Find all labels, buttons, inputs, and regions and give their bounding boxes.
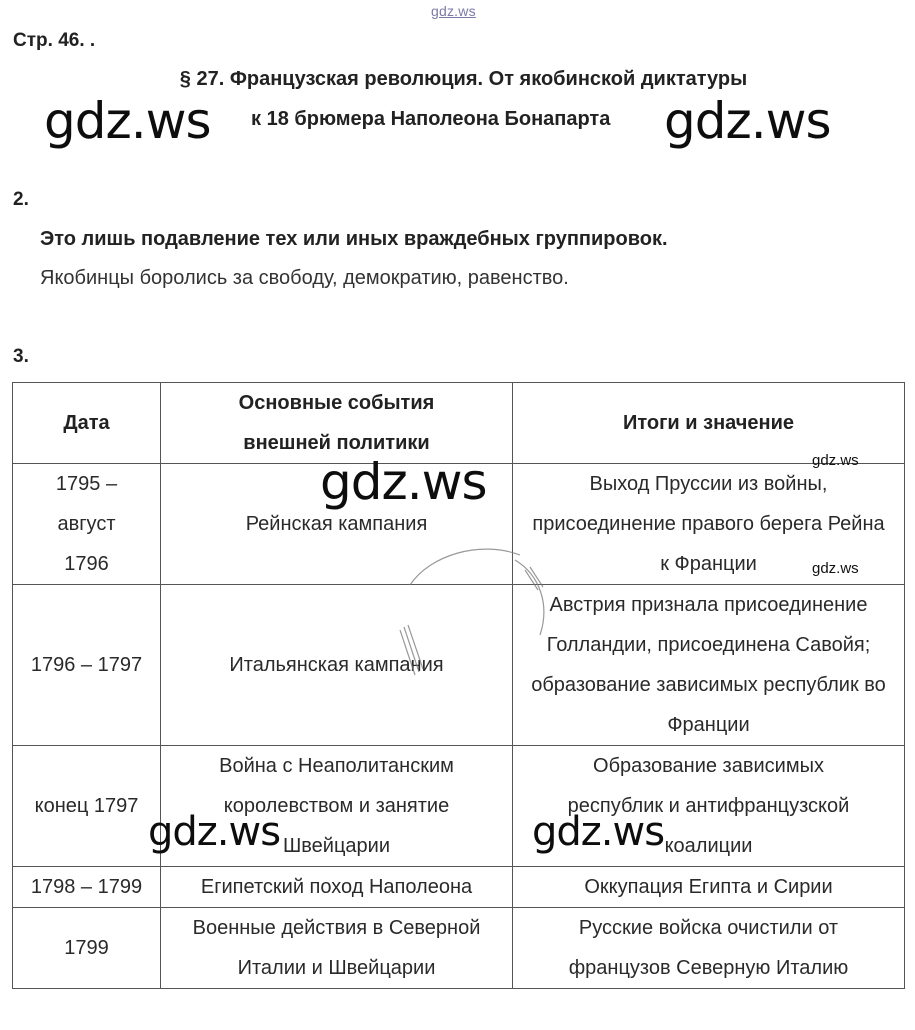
- page-reference: Стр. 46. .: [13, 30, 96, 51]
- row-result: Русские войска очистили от французов Северную Италию: [513, 908, 905, 989]
- table-row: [13, 867, 905, 908]
- table-header-row: [13, 383, 905, 464]
- row-event: Рейнская кампания: [161, 464, 513, 585]
- big-watermark: gdz.ws: [664, 92, 831, 150]
- question-2-answer-text: Якобинцы боролись за свободу, демократию, равенство.: [40, 267, 569, 289]
- big-watermark: gdz.ws: [320, 453, 487, 511]
- row-event: Война с Неаполитанским королевством и занятие Швейцарии: [161, 746, 513, 867]
- row-event: Итальянская кампания: [161, 585, 513, 746]
- row-date: 1798 – 1799: [13, 867, 161, 908]
- row-date: 1799: [13, 908, 161, 989]
- small-watermark: gdz.ws: [812, 560, 859, 577]
- table-row: [13, 908, 905, 989]
- row-event: Египетский поход Наполеона: [161, 867, 513, 908]
- scribble-mark: [390, 535, 570, 695]
- row-result: Австрия признала присоединение Голландии, присоединена Савойя; образование зависимых республик во Франции: [513, 585, 905, 746]
- big-watermark: gdz.ws: [44, 92, 211, 150]
- header-date: Дата: [13, 383, 161, 464]
- row-date: конец 1797: [13, 746, 161, 867]
- top-watermark: gdz.ws: [431, 3, 476, 19]
- question-2-answer-bold: Это лишь подавление тех или иных враждебных группировок.: [40, 228, 668, 250]
- question-2-number: 2.: [13, 189, 29, 210]
- row-date: 1796 – 1797: [13, 585, 161, 746]
- section-title-line-2: к 18 брюмера Наполеона Бонапарта: [251, 108, 611, 130]
- big-watermark: gdz.ws: [532, 809, 665, 855]
- small-watermark: gdz.ws: [812, 452, 859, 469]
- section-title-line-1: § 27. Французская революция. От якобинской диктатуры: [179, 68, 748, 90]
- header-events: Основные события внешней политики: [161, 383, 513, 464]
- question-3-number: 3.: [13, 346, 29, 367]
- header-results: Итоги и значение: [513, 383, 905, 464]
- row-result: Выход Пруссии из войны, присоединение правого берега Рейна к Франции: [513, 464, 905, 585]
- table-row: [13, 746, 905, 867]
- row-event: Военные действия в Северной Италии и Швейцарии: [161, 908, 513, 989]
- row-result: Образование зависимых республик и антифранцузской коалиции: [513, 746, 905, 867]
- row-result: Оккупация Египта и Сирии: [513, 867, 905, 908]
- row-date: 1795 – август 1796: [13, 464, 161, 585]
- big-watermark: gdz.ws: [148, 809, 281, 855]
